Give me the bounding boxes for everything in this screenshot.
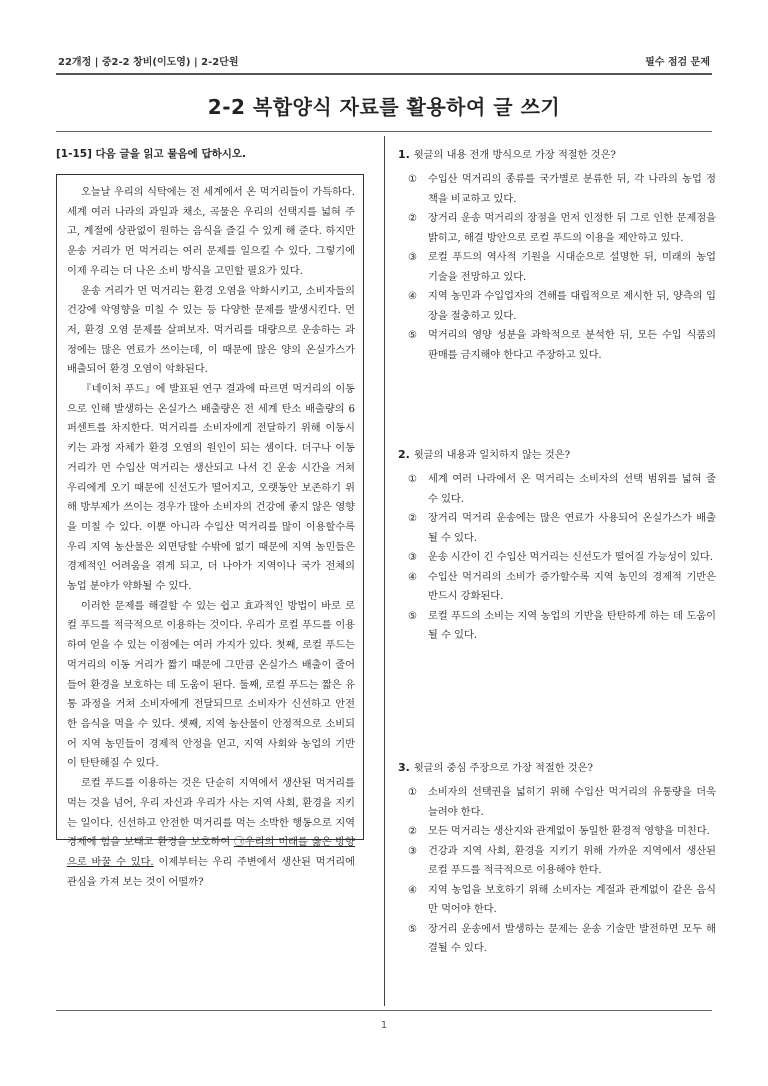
option-marker: ⑤ xyxy=(408,923,418,935)
option-text: 운송 시간이 긴 수입산 먹거리는 신선도가 떨어질 가능성이 있다. xyxy=(428,552,714,563)
option-2[interactable] xyxy=(408,209,716,248)
option-marker: ③ xyxy=(408,552,418,563)
question-2 xyxy=(398,446,716,646)
option-marker: ① xyxy=(408,174,418,185)
option-text: 건강과 지역 사회, 환경을 지키기 위해 가까운 지역에서 생산된 로컬 푸드를 적극적으로 이용해야 한다. xyxy=(428,845,716,876)
option-marker: ③ xyxy=(408,845,418,857)
question-stem xyxy=(398,446,716,465)
option-marker: ⑤ xyxy=(408,330,418,341)
option-marker: ④ xyxy=(408,884,418,896)
option-3[interactable] xyxy=(408,548,716,568)
question-1 xyxy=(398,146,716,365)
footer-divider xyxy=(56,1010,712,1011)
option-text: 모든 먹거리는 생산지와 관계없이 동일한 환경적 영향을 미친다. xyxy=(428,826,710,837)
option-marker: ② xyxy=(408,513,418,524)
option-3[interactable] xyxy=(408,248,716,287)
question-stem xyxy=(398,759,716,778)
passage-paragraph-5-end: 이제부터는 우리 주변에서 생산된 먹거리에 관심을 가져 보는 것이 어떨까? xyxy=(67,856,355,888)
option-4[interactable] xyxy=(408,881,716,920)
header-section-label: 필수 점검 문제 xyxy=(645,57,710,68)
option-text: 수입산 먹거리의 소비가 증가할수록 지역 농민의 경제적 기반은 반드시 강화된다. xyxy=(428,571,716,602)
passage-paragraph-3: 『네이처 푸드』에 발표된 연구 결과에 따르면 먹거리의 이동으로 인해 발생하는 온실가스 배출량은 전 세계 탄소 배출량의 6퍼센트를 차지한다. 먹거리를 소비자에게 전달하기 위해 이동시키는 과정 자체가 환경 오염의 원인이 되는 셈이다. 더구나 이동 거리가 먼 수입산 먹거리는 생산되고 나서 긴 운송 시간을 거쳐 우리에게 오기 때문에 신선도가 떨어지고, 오랫동안 보존하기 위해 방부제가 쓰이는 경우가 많아 소비자의 건강에 좋지 않은 영향을 미칠 수 있다. 이뿐 아니라 수입산 먹거리를 많이 이용할수록 우리 지역 농산물은 외면당할 수밖에 없기 때문에 지역 농민들은 경제적인 어려움을 겪게 되고, 더 나아가 지역이나 국가 전체의 농업 분야가 약화될 수 있다. xyxy=(67,384,355,593)
question-stem xyxy=(398,146,716,165)
option-2[interactable] xyxy=(408,509,716,548)
column-divider xyxy=(384,136,385,1006)
option-marker: ① xyxy=(408,787,418,798)
option-2[interactable] xyxy=(408,822,716,842)
question-text: 윗글의 중심 주장으로 가장 적절한 것은? xyxy=(413,763,593,774)
question-text: 윗글의 내용 전개 방식으로 가장 적절한 것은? xyxy=(413,150,616,161)
passage-paragraph-2: 운송 거리가 먼 먹거리는 환경 오염을 악화시키고, 소비자들의 건강에 악영향을 미칠 수 있는 등 다양한 문제를 발생시킨다. 먼저, 환경 오염 문제를 살펴보자. 먹거리를 대량으로 운송하는 과정에는 많은 연료가 쓰이는데, 이 때문에 많은 양의 온실가스가 배출되어 환경 오염이 악화된다. xyxy=(67,285,355,376)
option-text: 지역 농업을 보호하기 위해 소비자는 계절과 관계없이 같은 음식만 먹어야 한다. xyxy=(428,884,716,915)
option-marker: ③ xyxy=(408,252,418,263)
option-5[interactable] xyxy=(408,920,716,959)
page-title: 2-2 복합양식 자료를 활용하여 글 쓰기 xyxy=(207,95,561,119)
option-text: 먹거리의 영양 성분을 과학적으로 분석한 뒤, 모든 수입 식품의 판매를 금지해야 한다고 주장하고 있다. xyxy=(428,330,716,361)
option-text: 로컬 푸드의 역사적 기원을 시대순으로 설명한 뒤, 미래의 농업 기술을 전망하고 있다. xyxy=(428,252,716,283)
passage-paragraph-5-start: 로컬 푸드를 이용하는 것은 단순히 지역에서 생산된 먹거리를 먹는 것을 넘어, 우리 자신과 우리가 사는 지역 사회, 환경을 지키는 일이다. 신선하고 안전한 먹거리를 먹는 소박한 행동으로 지역 경제에 힘을 보태고 환경을 보호하여 xyxy=(67,778,355,849)
option-1[interactable] xyxy=(408,783,716,822)
option-marker: ④ xyxy=(408,571,418,583)
passage-paragraph-5 xyxy=(67,774,355,892)
reading-passage xyxy=(56,174,364,888)
question-number: 2. xyxy=(398,448,410,461)
option-text: 소비자의 선택권을 넓히기 위해 수입산 먹거리의 유통량을 더욱 늘려야 한다. xyxy=(428,787,716,818)
option-marker: ④ xyxy=(408,291,418,302)
option-4[interactable] xyxy=(408,287,716,326)
question-3 xyxy=(398,759,716,959)
option-text: 장거리 운송 먹거리의 장점을 먼저 인정한 뒤 그로 인한 문제점을 밝히고, 해결 방안으로 로컬 푸드의 이용을 제안하고 있다. xyxy=(428,213,716,244)
page-number: 1 xyxy=(380,1020,388,1031)
header-course-info: 22개정 | 중2-2 창비(이도영) | 2-2단원 xyxy=(58,57,239,68)
option-text: 장거리 운송에서 발생하는 문제는 운송 기술만 발전하면 모두 해결될 수 있다. xyxy=(428,923,716,954)
instruction-text: [1-15] 다음 글을 읽고 물음에 답하시오. xyxy=(56,148,246,160)
option-marker: ② xyxy=(408,826,418,837)
option-3[interactable] xyxy=(408,842,716,881)
option-4[interactable] xyxy=(408,568,716,607)
option-1[interactable] xyxy=(408,170,716,209)
option-text: 수입산 먹거리의 종류를 국가별로 분류한 뒤, 각 나라의 농업 정책을 비교하고 있다. xyxy=(428,174,716,205)
passage-paragraph-4: 이러한 문제를 해결할 수 있는 쉽고 효과적인 방법이 바로 로컬 푸드를 적극적으로 이용하는 것이다. 우리가 로컬 푸드를 이용하여 얻을 수 있는 이점에는 여러 가지가 있다. 첫째, 로컬 푸드는 먹거리의 이동 거리가 짧기 때문에 그만큼 온실가스 배출이 줄어들어 환경을 보호하는 데 도움이 된다. 둘째, 로컬 푸드는 짧은 유통 과정을 거쳐 소비자에게 전달되므로 소비자가 신선하고 안전한 음식을 먹을 수 있다. 셋째, 지역 농산물이 안정적으로 소비되어 지역 농민들이 경제적 안정을 얻고, 지역 사회와 농업의 기반이 탄탄해질 수 있다. xyxy=(67,600,355,770)
question-number: 3. xyxy=(398,761,410,774)
option-5[interactable] xyxy=(408,326,716,365)
option-marker: ① xyxy=(408,474,418,485)
underlined-phrase: ㉠우리의 미래를 옳은 방향으로 바꿀 수 있다. xyxy=(67,837,355,868)
option-text: 지역 농민과 수입업자의 견해를 대립적으로 제시한 뒤, 양측의 입장을 절충하고 있다. xyxy=(428,291,716,322)
option-1[interactable] xyxy=(408,470,716,509)
question-number: 1. xyxy=(398,148,410,161)
option-marker: ⑤ xyxy=(408,610,418,622)
option-text: 세계 여러 나라에서 온 먹거리는 소비자의 선택 범위를 넓혀 줄 수 있다. xyxy=(428,474,716,505)
option-marker: ② xyxy=(408,213,418,224)
option-5[interactable] xyxy=(408,607,716,646)
passage-paragraph-1: 오늘날 우리의 식탁에는 전 세계에서 온 먹거리들이 가득하다. 세계 여러 나라의 과일과 채소, 곡물은 우리의 선택지를 넓혀 주고, 계절에 상관없이 원하는 음식을 즐길 수 있게 해 준다. 하지만 운송 거리가 먼 먹거리는 여러 문제를 일으킬 수 있다. 그렇기에 이제 우리는 더 나은 소비 방식을 고민할 필요가 있다. xyxy=(67,187,355,277)
option-text: 장거리 먹거리 운송에는 많은 연료가 사용되어 온실가스가 배출될 수 있다. xyxy=(428,513,716,544)
page-header xyxy=(56,47,712,71)
question-text: 윗글의 내용과 일치하지 않는 것은? xyxy=(413,450,571,461)
title-divider xyxy=(56,131,712,132)
header-divider xyxy=(56,73,712,75)
option-text: 로컬 푸드의 소비는 지역 농업의 기반을 탄탄하게 하는 데 도움이 될 수 있다. xyxy=(428,610,716,641)
